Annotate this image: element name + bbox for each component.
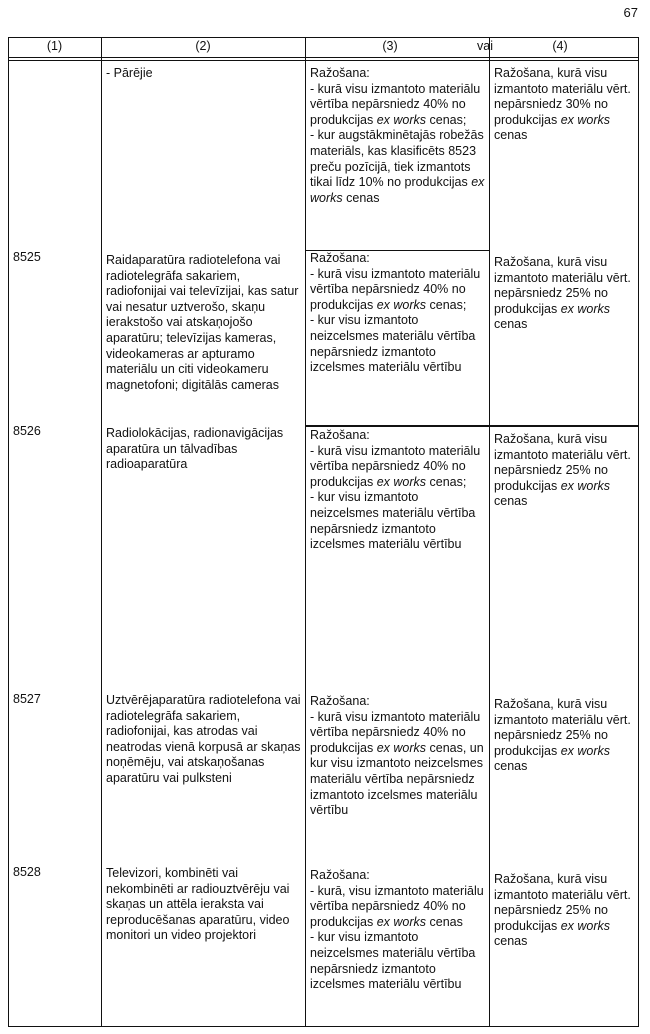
row-description: Uztvērējaparatūra radiotelefona vai radiotelegrāfa sakariem, radiofonijai, kas atrodas vai neatrodas vienā korpusā ar skaņas noņēmēju, vai atskaņošanas aparatūru vai pulksteni [106,693,301,785]
header-or: vai [477,39,493,53]
page-number: 67 [623,5,638,20]
row-rule-col3: Ražošana: - kurā visu izmantoto materiālu vērtība nepārsniedz 40% no produkcijas ex works cenas; - kur augstākminētajās robežās materiāls, kas klasificēts 8523 preču pozīcijā, tiek izmantots tikai līdz 10% no produkcijas ex works cenas [310,66,485,205]
row-rule-col3: Ražošana: - kurā visu izmantoto materiālu vērtība nepārsniedz 40% no produkcijas ex works cenas; - kur visu izmantoto neizcelsmes materiālu vērtība nepārsniedz izmantoto izcelsmes materiālu vērtību [310,251,481,375]
header-divider [8,57,639,58]
ex-works-term: ex works [376,740,427,755]
row-rule-col3: Ražošana: - kurā visu izmantoto materiālu vērtība nepārsniedz 40% no produkcijas ex works cenas, un kur visu izmantoto neizcelsmes materiālu vērtība nepārsniedz izmantoto izcelsmes materiālu vērtību [310,694,484,818]
header-col2: (2) [195,39,211,53]
row-description: Raidaparatūra radiotelefona vai radiotelegrāfa sakariem, radiofonijai vai televīzijai, kas satur vai nesatur uztverošo, skaņu ierakstošo vai atskaņojošo aparatūru; televīzijas kameras, videokameras ar apturamo materiālu un citi videokameru magnetofoni; digitālās cameras [106,253,299,392]
row-description: - Pārējie [106,66,153,80]
column-divider-2 [305,37,306,1027]
row-rule-col4: Ražošana, kurā visu izmantoto materiālu vērt. nepārsniedz 25% no produkcijas ex works cenas [494,255,631,332]
row-code: 8528 [13,865,41,879]
row-rule-col3: Ražošana: - kurā visu izmantoto materiālu vērtība nepārsniedz 40% no produkcijas ex works cenas; - kur visu izmantoto neizcelsmes materiālu vērtība nepārsniedz izmantoto izcelsmes materiālu vērtību [310,428,481,552]
row-rule-col4: Ražošana, kurā visu izmantoto materiālu vērt. nepārsniedz 25% no produkcijas ex works cenas [494,432,631,509]
header-col4: (4) [552,39,568,53]
ex-works-term: ex works [560,743,611,758]
row-divider [305,425,639,427]
header-divider-double [8,60,639,61]
ex-works-term: ex works [560,478,611,493]
row-description: Radiolokācijas, radionavigācijas aparatūra un tālvadības radioaparatūra [106,426,284,472]
ex-works-term: ex works [560,112,611,127]
row-rule-col4: Ražošana, kurā visu izmantoto materiālu vērt. nepārsniedz 25% no produkcijas ex works cenas [494,872,631,949]
ex-works-term: ex works [376,297,427,312]
ex-works-term: ex works [310,175,485,205]
row-rule-col3: Ražošana: - kurā, visu izmantoto materiālu vērtība nepārsniedz 40% no produkcijas ex works cenas - kur visu izmantoto neizcelsmes materiālu vērtība nepārsniedz izmantoto izcelsmes materiālu vērtību [310,868,484,992]
header-col3: (3) [382,39,398,53]
header-col1: (1) [46,39,63,53]
ex-works-term: ex works [376,914,427,929]
row-code: 8526 [13,424,41,438]
row-rule-col4: Ražošana, kurā visu izmantoto materiālu vērt. nepārsniedz 25% no produkcijas ex works cenas [494,697,631,774]
row-description: Televizori, kombinēti vai nekombinēti ar radiouztvērēju vai skaņas un attēla ieraksta vai reproducēšanas aparatūru, video monitori un video projektori [106,866,290,943]
row-rule-col4: Ražošana, kurā visu izmantoto materiālu vērt. nepārsniedz 30% no produkcijas ex works cenas [494,66,631,143]
row-code: 8525 [13,250,41,264]
ex-works-term: ex works [560,301,611,316]
ex-works-term: ex works [376,474,427,489]
row-code: 8527 [13,692,41,706]
column-divider-1 [101,37,102,1027]
ex-works-term: ex works [376,112,427,127]
ex-works-term: ex works [560,918,611,933]
